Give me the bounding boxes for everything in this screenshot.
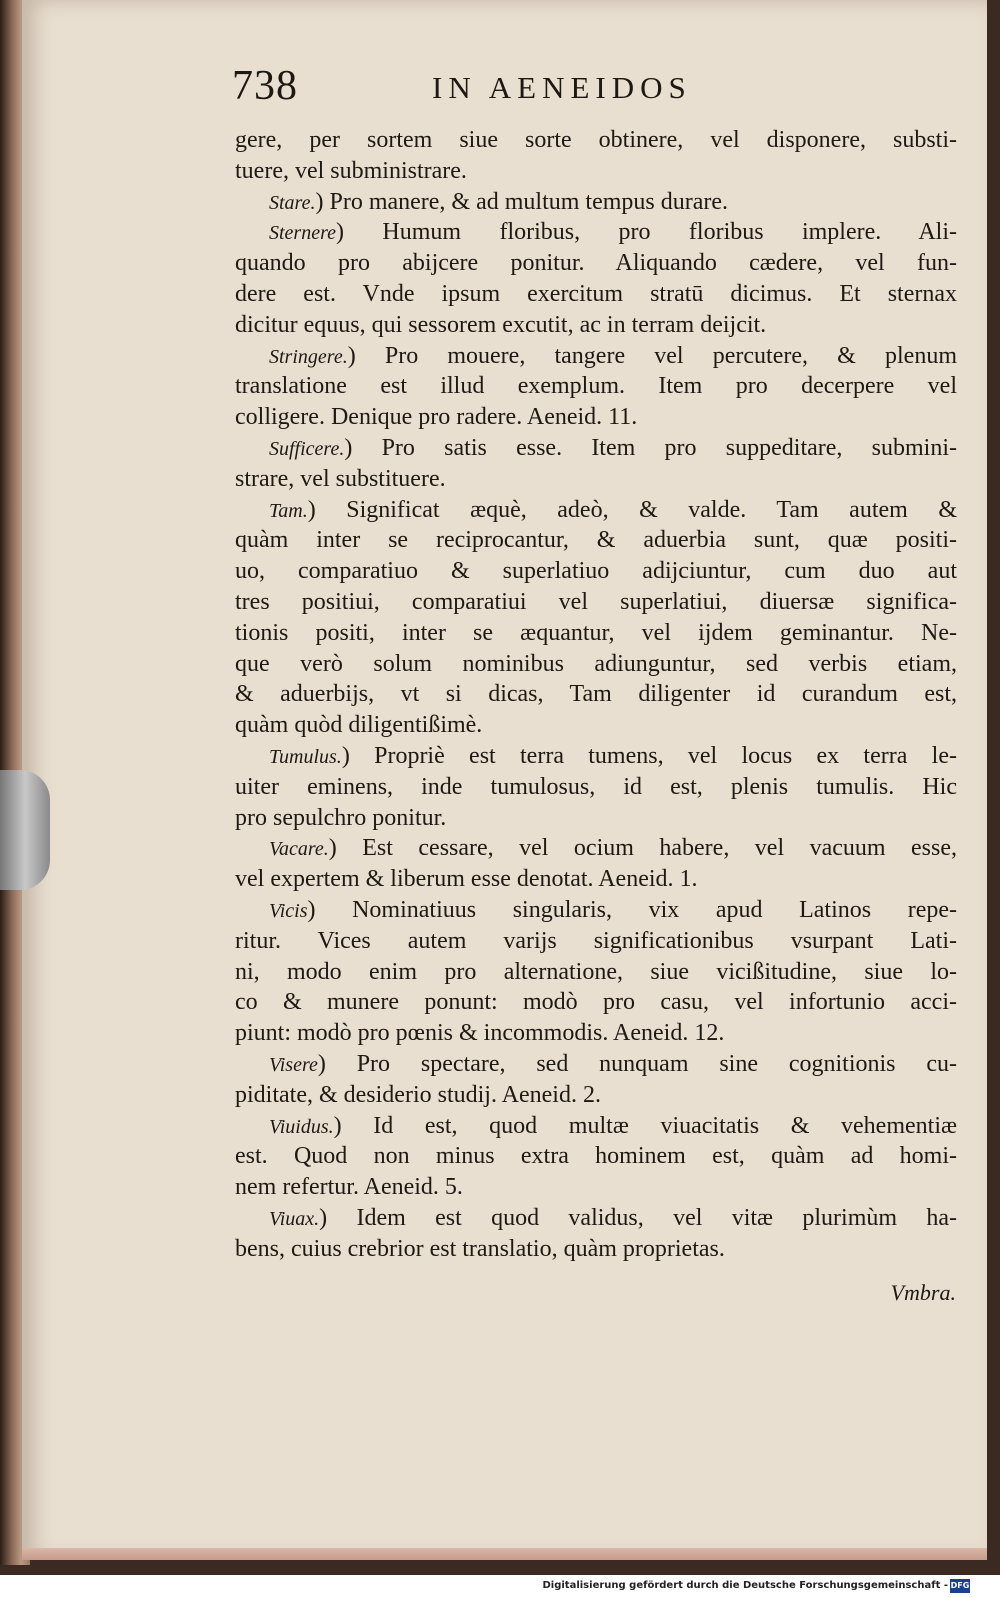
entry-text: colligere. Denique pro radere. Aeneid. 11.	[235, 404, 638, 431]
entry-text: co & munere ponunt: modò pro casu, vel infortunio acci-	[235, 989, 957, 1016]
text-line	[235, 987, 957, 1018]
entry-text: & aduerbijs, vt si dicas, Tam diligenter id curandum est,	[235, 681, 957, 708]
text-line	[235, 803, 957, 834]
entry-text: pro sepulchro ponitur.	[235, 804, 447, 831]
text-line	[235, 495, 957, 526]
entry-term: Visere	[269, 1053, 318, 1076]
entry-term: Sufficere.	[269, 437, 345, 460]
page-clip	[0, 770, 50, 890]
entry-text: ritur. Vices autem varijs significationibus vsurpant Lati-	[235, 927, 957, 954]
text-line	[235, 1203, 957, 1234]
text-line	[235, 156, 957, 187]
text-line	[235, 310, 957, 341]
entry-text: ni, modo enim pro alternatione, siue vicißitudine, siue lo-	[235, 958, 957, 985]
running-title: IN AENEIDOS	[432, 70, 692, 105]
entry-term: Vicis	[269, 899, 308, 922]
entry-text: quàm inter se reciprocantur, & aduerbia sunt, quæ positi-	[235, 527, 957, 554]
text-line	[235, 525, 957, 556]
dfg-logo: DFG	[950, 1579, 970, 1593]
entry-text: ) Nominatiuus singularis, vix apud Latinos repe-	[307, 896, 957, 923]
text-line	[235, 1172, 957, 1203]
entry-text: ) Pro satis esse. Item pro suppeditare, submini-	[344, 434, 957, 461]
entry-term: Tumulus.	[269, 745, 342, 768]
text-line	[235, 772, 957, 803]
footer-bar	[0, 1576, 1000, 1598]
text-line	[235, 1234, 957, 1265]
entry-text: dicitur equus, qui sessorem excutit, ac in terram deijcit.	[235, 311, 767, 338]
text-line	[235, 125, 957, 156]
text-line	[235, 464, 957, 495]
text-line	[235, 402, 957, 433]
entry-text: strare, vel substituere.	[235, 465, 446, 492]
entry-text: est. Quod non minus extra hominem est, quàm ad homi-	[235, 1143, 957, 1170]
entry-text: dere est. Vnde ipsum exercitum stratū dicimus. Et sternax	[235, 280, 957, 307]
entry-term: Stare.	[269, 191, 316, 214]
entry-text: ) Idem est quod validus, vel vitæ plurimùm ha-	[319, 1204, 957, 1231]
text-line	[235, 279, 957, 310]
text-line	[235, 1080, 957, 1111]
text-line	[235, 741, 957, 772]
text-line	[235, 587, 957, 618]
entry-text: ) Pro spectare, sed nunquam sine cognitionis cu-	[317, 1050, 957, 1077]
entry-text: ) Pro manere, & ad multum tempus durare.	[315, 188, 729, 215]
entry-text: piunt: modò pro pœnis & incommodis. Aeneid. 12.	[235, 1020, 725, 1047]
text-line	[235, 556, 957, 587]
text-line	[235, 1049, 957, 1080]
entry-text: tres positiui, comparatiui vel superlatiui, diuersæ significa-	[235, 588, 957, 615]
entry-text: tuere, vel subministrare.	[235, 157, 467, 184]
text-line	[235, 618, 957, 649]
entry-text: ) Significat æquè, adeò, & valde. Tam autem &	[307, 496, 957, 523]
text-line	[235, 895, 957, 926]
text-line	[235, 864, 957, 895]
entry-text: quàm quòd diligentißimè.	[235, 712, 483, 739]
text-line	[235, 649, 957, 680]
page-bottom-edge	[22, 1548, 987, 1560]
entry-text: uo, comparatiuo & superlatiuo adijciuntur, cum duo aut	[235, 558, 957, 585]
text-line	[235, 1141, 957, 1172]
text-line	[235, 833, 957, 864]
text-line	[235, 679, 957, 710]
text-line	[235, 710, 957, 741]
entry-text: translatione est illud exemplum. Item pro decerpere vel	[235, 373, 957, 400]
entry-text: ) Propriè est terra tumens, vel locus ex terra le-	[341, 742, 957, 769]
text-line	[235, 248, 957, 279]
entry-text: bens, cuius crebrior est translatio, quàm proprietas.	[235, 1235, 725, 1262]
entry-text: ) Humum floribus, pro floribus implere. Ali-	[336, 219, 957, 246]
entry-text: uiter eminens, inde tumulosus, id est, plenis tumulis. Hic	[235, 773, 957, 800]
entry-term: Viuidus.	[269, 1115, 334, 1138]
entry-text: tionis positi, inter se æquantur, vel ijdem geminantur. Ne-	[235, 619, 957, 646]
page-number: 738	[232, 63, 298, 109]
page-header	[232, 62, 952, 122]
entry-text: gere, per sortem siue sorte obtinere, vel disponere, substi-	[235, 127, 957, 153]
text-line	[235, 926, 957, 957]
text-line	[235, 187, 957, 218]
entry-text: vel expertem & liberum esse denotat. Aeneid. 1.	[235, 866, 698, 893]
footer-credit: Digitalisierung gefördert durch die Deutsche Forschungsgemeinschaft -	[542, 1580, 948, 1591]
entry-term: Vacare.	[269, 838, 329, 861]
entry-text: piditate, & desiderio studij. Aeneid. 2.	[235, 1081, 601, 1108]
text-line	[235, 1111, 957, 1142]
text-line	[235, 371, 957, 402]
body-text	[235, 125, 957, 1264]
entry-text: ) Est cessare, vel ocium habere, vel vacuum esse,	[328, 835, 957, 862]
entry-term: Stringere.	[269, 345, 348, 368]
text-line	[235, 433, 957, 464]
entry-text: nem refertur. Aeneid. 5.	[235, 1174, 463, 1201]
text-line	[235, 217, 957, 248]
entry-text: quando pro abijcere ponitur. Aliquando cædere, vel fun-	[235, 250, 957, 277]
entry-term: Sternere	[269, 222, 337, 245]
entry-text: ) Pro mouere, tangere vel percutere, & plenum	[347, 342, 957, 369]
entry-text: que verò solum nominibus adiunguntur, sed verbis etiam,	[235, 650, 957, 677]
text-line	[235, 957, 957, 988]
catchword: Vmbra.	[890, 1280, 956, 1305]
entry-term: Tam.	[269, 499, 308, 522]
text-line	[235, 341, 957, 372]
text-line	[235, 1018, 957, 1049]
entry-text: ) Id est, quod multæ viuacitatis & vehementiæ	[333, 1112, 957, 1139]
entry-term: Viuax.	[269, 1207, 320, 1230]
